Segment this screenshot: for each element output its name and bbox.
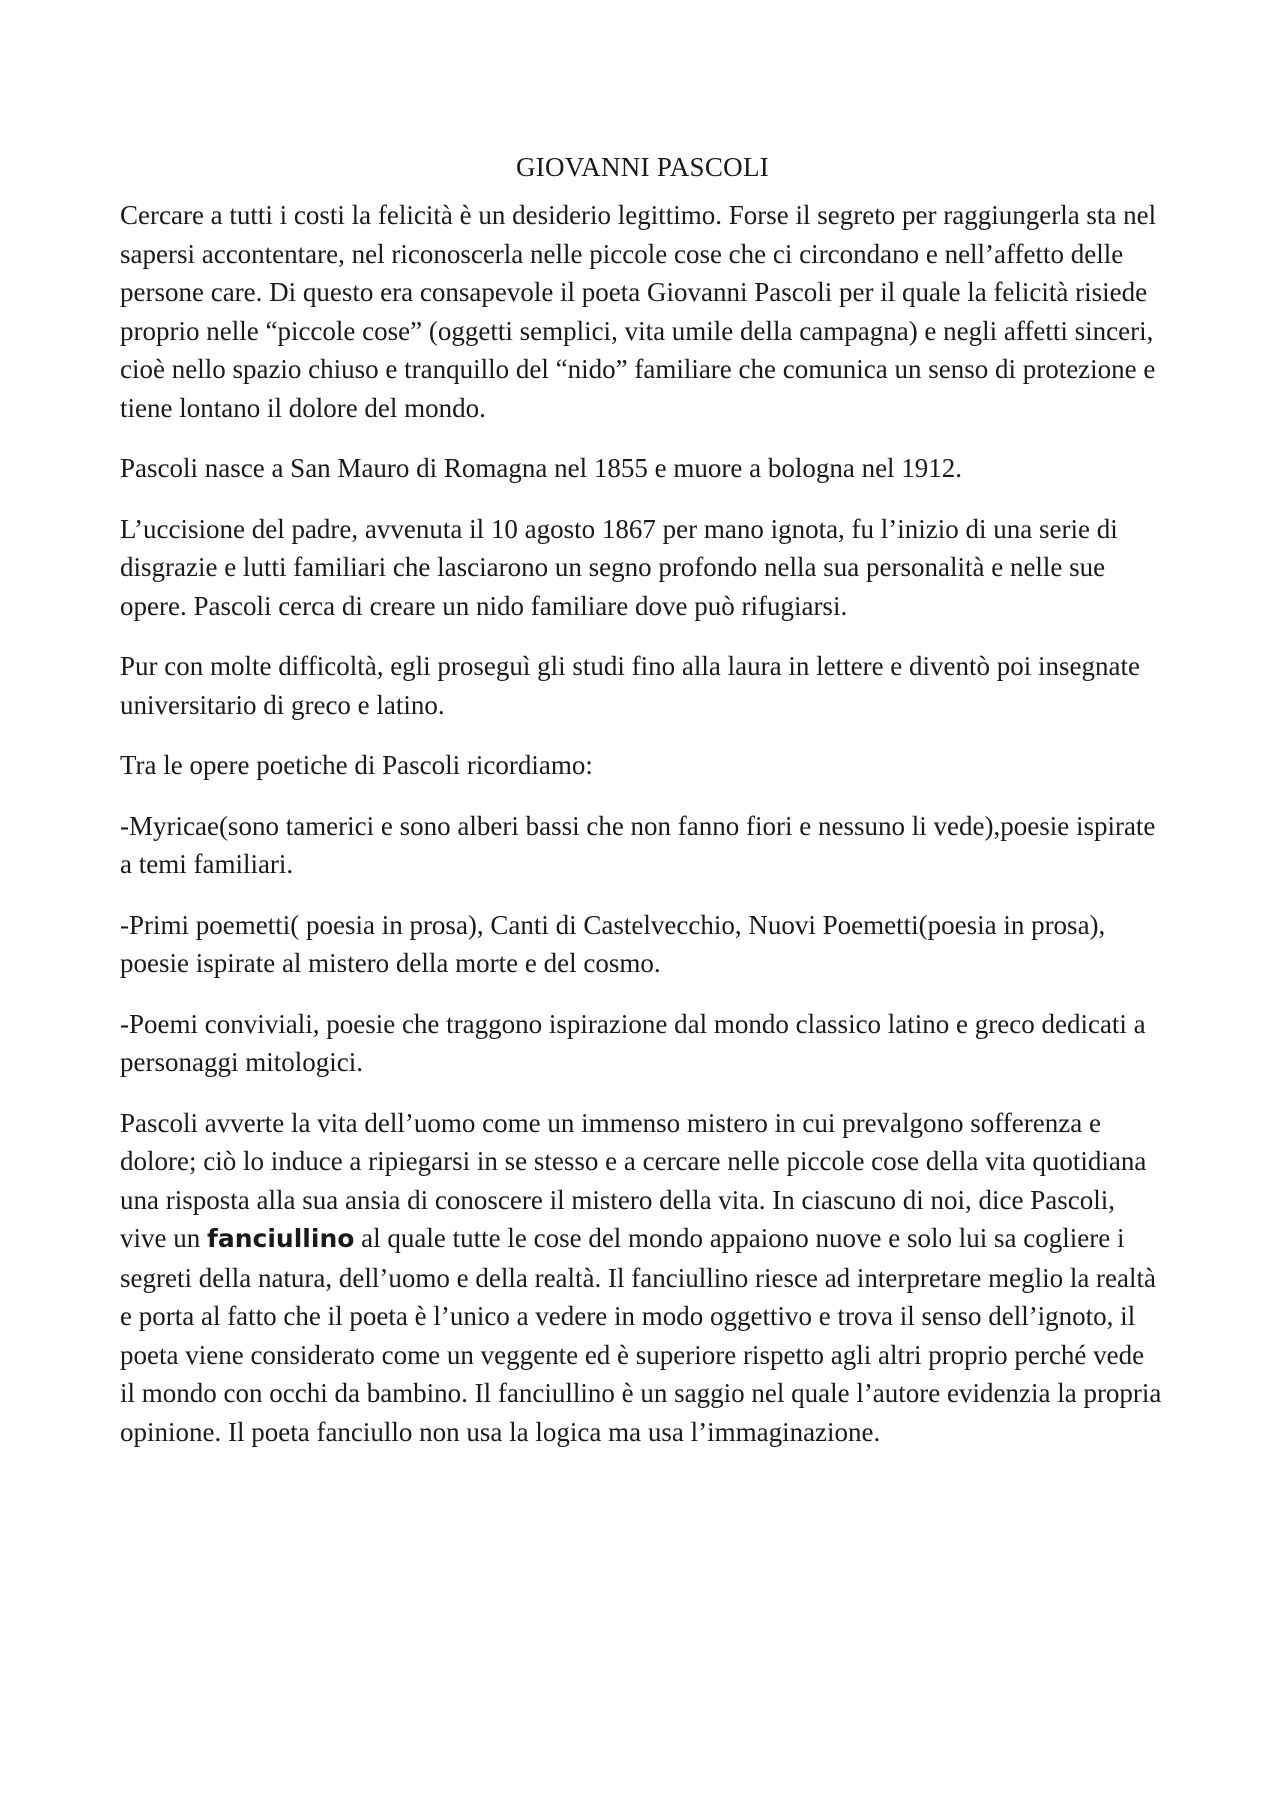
fanciullino-bold: fanciullino [207,1224,355,1253]
fanciullino-text-after: al quale tutte le cose del mondo appaiono nuove e solo lui sa cogliere i segreti della natura, dell’uomo e della realtà. Il fanciullino riesce ad interpretare meglio la realtà e porta al fatto che il poeta è l’unico a vedere in modo oggettivo e trova il senso dell’ignoto, il poeta viene considerato come un veggente ed è superiore rispetto agli altri proprio perché vede il mondo con occhi da bambino. Il fanciullino è un saggio nel quale l’autore evidenzia la propria opinione. Il poeta fanciullo non usa la logica ma usa l’immaginazione. [120,1223,1162,1447]
paragraph-myricae: -Myricae(sono tamerici e sono alberi bassi che non fanno fiori e nessuno li vede),poesie ispirate a temi familiari. [120,810,1156,879]
document-title: GIOVANNI PASCOLI [515,152,770,182]
paragraph-works-intro: Tra le opere poetiche di Pascoli ricordiamo: [120,750,593,780]
paragraph-fanciullino [120,1104,1165,1452]
paragraph-conviviali: -Poemi conviviali, poesie che traggono ispirazione dal mondo classico latino e greco dedicati a personaggi mitologici. [120,1008,1146,1077]
paragraph-intro: Cercare a tutti i costi la felicità è un desiderio legittimo. Forse il segreto per raggiungerla sta nel sapersi accontentare, nel riconoscerla nelle piccole cose che ci circondano e nell’affetto delle persone care. Di questo era consapevole il poeta Giovanni Pascoli per il quale la felicità risiede proprio nelle “piccole cose” (oggetti semplici, vita umile della campagna) e negli affetti sinceri, cioè nello spazio chiuso e tranquillo del “nido” familiare che comunica un senso di protezione e tiene lontano il dolore del mondo. [120,200,1157,423]
paragraph-studies: Pur con molte difficoltà, egli proseguì gli studi fino alla laura in lettere e diventò poi insegnate universitario di greco e latino. [120,651,1140,720]
paragraph-birth: Pascoli nasce a San Mauro di Romagna nel 1855 e muore a bologna nel 1912. [120,453,963,483]
paragraph-poemetti: -Primi poemetti( poesia in prosa), Canti di Castelvecchio, Nuovi Poemetti(poesia in prosa), poesie ispirate al mistero della morte e del cosmo. [120,909,1106,978]
fanciullino-text-before: Pascoli avverte la vita dell’uomo come un immenso mistero in cui prevalgono sofferenza e dolore; ciò lo induce a ripiegarsi in se stesso e a cercare nelle piccole cose della vita quotidiana una risposta alla sua ansia di conoscere il mistero della vita. In ciascuno di noi, dice Pascoli, vive un [120,1107,1147,1253]
paragraph-father: L’uccisione del padre, avvenuta il 10 agosto 1867 per mano ignota, fu l’inizio di una serie di disgrazie e lutti familiari che lasciarono un segno profondo nella sua personalità e nelle sue opere. Pascoli cerca di creare un nido familiare dove può rifugiarsi. [120,513,1118,621]
document-body [120,148,1165,1473]
